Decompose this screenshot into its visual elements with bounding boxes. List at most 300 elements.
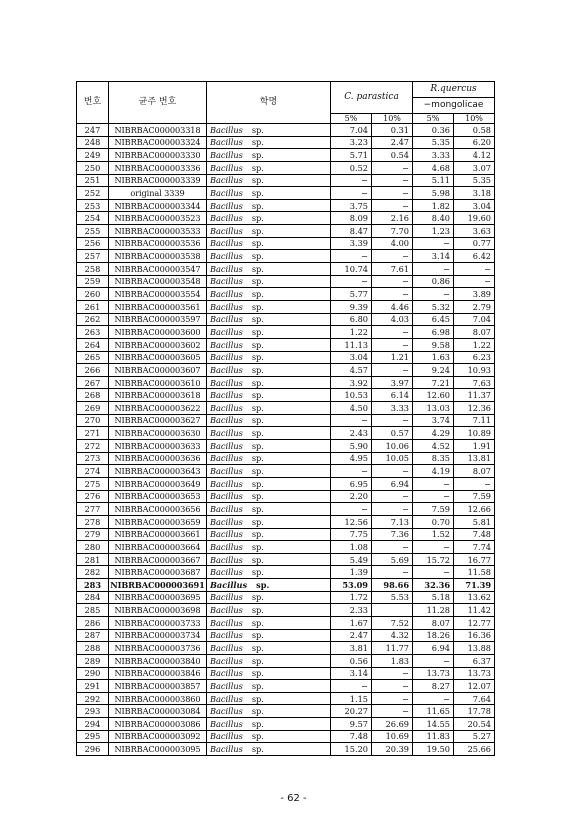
scientific-name	[207, 402, 331, 415]
row-number: 264	[77, 338, 109, 351]
r-quercus-5pct-value: 9.24	[413, 364, 454, 377]
species-abbrev: sp.	[251, 200, 264, 211]
c-parastica-10pct-value: −	[372, 338, 413, 351]
table-row	[77, 326, 495, 339]
genus-name: Bacillus	[210, 213, 243, 224]
strain-id: NIBRBAC000003633	[109, 440, 207, 453]
r-quercus-5pct-value: −	[413, 654, 454, 667]
r-quercus-10pct-value: 7.04	[454, 313, 495, 326]
r-quercus-5pct-value: 5.11	[413, 174, 454, 187]
r-quercus-5pct-value: −	[413, 490, 454, 503]
genus-name: Bacillus	[210, 162, 243, 173]
header-mongolicae: −mongolicae	[413, 98, 495, 114]
table-row	[77, 212, 495, 225]
c-parastica-10pct-value: 98.66	[372, 579, 413, 592]
r-quercus-10pct-value: 13.81	[454, 452, 495, 465]
r-quercus-10pct-value: 5.35	[454, 174, 495, 187]
data-table-container	[76, 81, 494, 756]
table-header	[77, 82, 495, 124]
species-abbrev: sp.	[251, 668, 264, 679]
r-quercus-10pct-value: 3.04	[454, 199, 495, 212]
strain-id: NIBRBAC000003636	[109, 452, 207, 465]
r-quercus-5pct-value: −	[413, 566, 454, 579]
genus-name: Bacillus	[210, 605, 243, 616]
scientific-name	[207, 477, 331, 490]
scientific-name	[207, 351, 331, 364]
r-quercus-5pct-value: 3.33	[413, 149, 454, 162]
strain-id: NIBRBAC000003318	[109, 124, 207, 137]
r-quercus-10pct-value: 7.64	[454, 692, 495, 705]
strain-id: NIBRBAC000003733	[109, 616, 207, 629]
c-parastica-5pct-value: 1.08	[331, 541, 372, 554]
table-row	[77, 225, 495, 238]
c-parastica-5pct-value: 4.50	[331, 402, 372, 415]
c-parastica-10pct-value: 4.46	[372, 300, 413, 313]
row-number: 285	[77, 604, 109, 617]
r-quercus-5pct-value: 7.59	[413, 503, 454, 516]
c-parastica-5pct-value: 8.47	[331, 225, 372, 238]
c-parastica-5pct-value: 8.09	[331, 212, 372, 225]
scientific-name	[207, 225, 331, 238]
r-quercus-10pct-value: 3.89	[454, 288, 495, 301]
table-row	[77, 490, 495, 503]
r-quercus-5pct-value: 6.98	[413, 326, 454, 339]
strain-id: NIBRBAC000003687	[109, 566, 207, 579]
species-abbrev: sp.	[251, 162, 264, 173]
genus-name: Bacillus	[210, 668, 243, 679]
scientific-name	[207, 642, 331, 655]
genus-name: Bacillus	[210, 744, 243, 755]
species-abbrev: sp.	[251, 693, 264, 704]
c-parastica-5pct-value: 3.92	[331, 376, 372, 389]
table-row	[77, 743, 495, 756]
c-parastica-10pct-value: 26.69	[372, 718, 413, 731]
genus-name: Bacillus	[210, 289, 243, 300]
species-abbrev: sp.	[251, 377, 264, 388]
scientific-name	[207, 743, 331, 756]
table-row	[77, 263, 495, 276]
c-parastica-5pct-value: 5.49	[331, 553, 372, 566]
r-quercus-5pct-value: 11.83	[413, 730, 454, 743]
species-abbrev: sp.	[251, 466, 264, 477]
r-quercus-5pct-value: 8.07	[413, 616, 454, 629]
row-number: 255	[77, 225, 109, 238]
r-quercus-10pct-value: 11.42	[454, 604, 495, 617]
r-quercus-10pct-value: 12.77	[454, 616, 495, 629]
c-parastica-5pct-value: 2.47	[331, 629, 372, 642]
r-quercus-10pct-value: 1.22	[454, 338, 495, 351]
table-row	[77, 402, 495, 415]
strain-id: NIBRBAC000003653	[109, 490, 207, 503]
c-parastica-5pct-value: 7.75	[331, 528, 372, 541]
row-number: 281	[77, 553, 109, 566]
genus-name: Bacillus	[210, 339, 243, 350]
c-parastica-5pct-value: 5.77	[331, 288, 372, 301]
genus-name: Bacillus	[210, 731, 243, 742]
c-parastica-10pct-value: 10.05	[372, 452, 413, 465]
c-parastica-5pct-value: 11.13	[331, 338, 372, 351]
scientific-name	[207, 616, 331, 629]
c-parastica-5pct-value: −	[331, 187, 372, 200]
scientific-name	[207, 490, 331, 503]
r-quercus-5pct-value: 5.32	[413, 300, 454, 313]
r-quercus-5pct-value: 13.73	[413, 667, 454, 680]
table-row	[77, 616, 495, 629]
strain-id: original 3339	[109, 187, 207, 200]
genus-name: Bacillus	[210, 352, 243, 363]
r-quercus-5pct-value: 7.21	[413, 376, 454, 389]
species-abbrev: sp.	[251, 124, 264, 135]
row-number: 278	[77, 515, 109, 528]
r-quercus-5pct-value: −	[413, 288, 454, 301]
row-number: 282	[77, 566, 109, 579]
scientific-name	[207, 730, 331, 743]
c-parastica-10pct-value: 10.06	[372, 440, 413, 453]
c-parastica-5pct-value: 12.56	[331, 515, 372, 528]
scientific-name	[207, 124, 331, 137]
table-row	[77, 136, 495, 149]
c-parastica-5pct-value: 6.80	[331, 313, 372, 326]
c-parastica-5pct-value: 0.56	[331, 654, 372, 667]
header-c-parastica: C. parastica	[331, 82, 413, 114]
genus-name: Bacillus	[210, 276, 243, 287]
genus-name: Bacillus	[210, 137, 243, 148]
genus-name: Bacillus	[210, 364, 243, 375]
r-quercus-5pct-value: 11.28	[413, 604, 454, 617]
r-quercus-10pct-value: 7.48	[454, 528, 495, 541]
genus-name: Bacillus	[210, 251, 243, 262]
table-row	[77, 364, 495, 377]
genus-name: Bacillus	[210, 377, 243, 388]
table-row	[77, 566, 495, 579]
table-row	[77, 477, 495, 490]
species-abbrev: sp.	[251, 655, 264, 666]
row-number: 295	[77, 730, 109, 743]
r-quercus-10pct-value: 6.42	[454, 250, 495, 263]
header-number: 번호	[77, 82, 109, 124]
table-row	[77, 414, 495, 427]
r-quercus-5pct-value: 4.29	[413, 427, 454, 440]
c-parastica-10pct-value: −	[372, 187, 413, 200]
strain-id: NIBRBAC000003618	[109, 389, 207, 402]
r-quercus-10pct-value: 16.77	[454, 553, 495, 566]
species-abbrev: sp.	[251, 364, 264, 375]
scientific-name	[207, 553, 331, 566]
strain-id: NIBRBAC000003667	[109, 553, 207, 566]
c-parastica-10pct-value: −	[372, 288, 413, 301]
row-number: 294	[77, 718, 109, 731]
genus-name: Bacillus	[210, 680, 243, 691]
c-parastica-10pct-value: −	[372, 326, 413, 339]
header-sub-5pct-a: 5%	[331, 114, 372, 124]
r-quercus-10pct-value: 20.54	[454, 718, 495, 731]
scientific-name	[207, 528, 331, 541]
row-number: 269	[77, 402, 109, 415]
table-row	[77, 351, 495, 364]
genus-name: Bacillus	[210, 175, 243, 186]
scientific-name	[207, 376, 331, 389]
strain-id: NIBRBAC000003547	[109, 263, 207, 276]
strain-id: NIBRBAC000003630	[109, 427, 207, 440]
strain-id: NIBRBAC000003554	[109, 288, 207, 301]
table-row	[77, 515, 495, 528]
r-quercus-10pct-value: 17.78	[454, 705, 495, 718]
table-row	[77, 541, 495, 554]
strain-id: NIBRBAC000003336	[109, 161, 207, 174]
scientific-name	[207, 187, 331, 200]
row-number: 288	[77, 642, 109, 655]
scientific-name	[207, 440, 331, 453]
c-parastica-10pct-value: 10.69	[372, 730, 413, 743]
scientific-name	[207, 465, 331, 478]
species-abbrev: sp.	[251, 491, 264, 502]
scientific-name	[207, 364, 331, 377]
genus-name: Bacillus	[210, 516, 243, 527]
c-parastica-10pct-value: −	[372, 250, 413, 263]
r-quercus-10pct-value: 8.07	[454, 465, 495, 478]
c-parastica-5pct-value: 4.57	[331, 364, 372, 377]
table-row	[77, 161, 495, 174]
r-quercus-10pct-value: −	[454, 275, 495, 288]
r-quercus-5pct-value: 5.18	[413, 591, 454, 604]
r-quercus-5pct-value: 1.23	[413, 225, 454, 238]
strain-id: NIBRBAC000003610	[109, 376, 207, 389]
r-quercus-10pct-value: −	[454, 263, 495, 276]
r-quercus-10pct-value: 5.81	[454, 515, 495, 528]
row-number: 284	[77, 591, 109, 604]
r-quercus-10pct-value: 13.62	[454, 591, 495, 604]
strain-id: NIBRBAC000003860	[109, 692, 207, 705]
c-parastica-5pct-value: 10.74	[331, 263, 372, 276]
table-row	[77, 313, 495, 326]
genus-name: Bacillus	[210, 554, 243, 565]
row-number: 283	[77, 579, 109, 592]
r-quercus-5pct-value: 12.60	[413, 389, 454, 402]
c-parastica-10pct-value: −	[372, 503, 413, 516]
c-parastica-5pct-value: 1.15	[331, 692, 372, 705]
strain-id: NIBRBAC000003607	[109, 364, 207, 377]
scientific-name	[207, 161, 331, 174]
row-number: 280	[77, 541, 109, 554]
row-number: 252	[77, 187, 109, 200]
strain-id: NIBRBAC000003597	[109, 313, 207, 326]
species-abbrev: sp.	[251, 478, 264, 489]
genus-name: Bacillus	[210, 693, 243, 704]
row-number: 256	[77, 237, 109, 250]
table-row	[77, 237, 495, 250]
table-row	[77, 338, 495, 351]
strain-id: NIBRBAC000003330	[109, 149, 207, 162]
species-abbrev: sp.	[251, 706, 264, 717]
r-quercus-5pct-value: 18.26	[413, 629, 454, 642]
strain-id: NIBRBAC000003324	[109, 136, 207, 149]
scientific-name	[207, 288, 331, 301]
c-parastica-5pct-value: 53.09	[331, 579, 372, 592]
scientific-name	[207, 692, 331, 705]
r-quercus-5pct-value: 4.52	[413, 440, 454, 453]
r-quercus-5pct-value: 1.63	[413, 351, 454, 364]
r-quercus-10pct-value: 11.37	[454, 389, 495, 402]
table-row	[77, 629, 495, 642]
r-quercus-5pct-value: −	[413, 541, 454, 554]
strain-id: NIBRBAC000003538	[109, 250, 207, 263]
scientific-name	[207, 300, 331, 313]
c-parastica-10pct-value: 20.39	[372, 743, 413, 756]
species-abbrev: sp.	[251, 415, 264, 426]
strain-id: NIBRBAC000003536	[109, 237, 207, 250]
r-quercus-5pct-value: 8.27	[413, 680, 454, 693]
table-row	[77, 642, 495, 655]
scientific-name	[207, 149, 331, 162]
table-row	[77, 718, 495, 731]
species-abbrev: sp.	[251, 592, 264, 603]
r-quercus-5pct-value: −	[413, 477, 454, 490]
c-parastica-10pct-value: 7.70	[372, 225, 413, 238]
header-r-quercus: R.quercus	[413, 82, 495, 98]
species-abbrev: sp.	[251, 263, 264, 274]
row-number: 248	[77, 136, 109, 149]
c-parastica-5pct-value: 9.57	[331, 718, 372, 731]
table-row	[77, 427, 495, 440]
c-parastica-10pct-value: 0.57	[372, 427, 413, 440]
scientific-name	[207, 427, 331, 440]
r-quercus-10pct-value: 11.58	[454, 566, 495, 579]
species-abbrev: sp.	[251, 225, 264, 236]
strain-id: NIBRBAC000003734	[109, 629, 207, 642]
scientific-name	[207, 326, 331, 339]
genus-name: Bacillus	[210, 567, 243, 578]
r-quercus-5pct-value: 6.94	[413, 642, 454, 655]
row-number: 290	[77, 667, 109, 680]
row-number: 279	[77, 528, 109, 541]
c-parastica-5pct-value: 1.72	[331, 591, 372, 604]
table-row	[77, 604, 495, 617]
strain-id: NIBRBAC000003846	[109, 667, 207, 680]
c-parastica-10pct-value: 7.13	[372, 515, 413, 528]
table-row	[77, 250, 495, 263]
c-parastica-10pct-value: 3.33	[372, 402, 413, 415]
r-quercus-10pct-value: 7.11	[454, 414, 495, 427]
genus-name: Bacillus	[210, 592, 243, 603]
r-quercus-10pct-value: 3.18	[454, 187, 495, 200]
strain-id: NIBRBAC000003627	[109, 414, 207, 427]
r-quercus-5pct-value: −	[413, 263, 454, 276]
species-abbrev: sp.	[251, 238, 264, 249]
strain-id: NIBRBAC000003659	[109, 515, 207, 528]
strain-id: NIBRBAC000003548	[109, 275, 207, 288]
scientific-name	[207, 680, 331, 693]
r-quercus-10pct-value: 6.20	[454, 136, 495, 149]
r-quercus-10pct-value: 10.93	[454, 364, 495, 377]
c-parastica-10pct-value	[372, 604, 413, 617]
genus-name: Bacillus	[210, 402, 243, 413]
r-quercus-10pct-value: 12.66	[454, 503, 495, 516]
c-parastica-10pct-value: −	[372, 199, 413, 212]
r-quercus-10pct-value: −	[454, 477, 495, 490]
strain-id: NIBRBAC000003857	[109, 680, 207, 693]
scientific-name	[207, 452, 331, 465]
row-number: 261	[77, 300, 109, 313]
species-abbrev: sp.	[251, 150, 264, 160]
r-quercus-10pct-value: 0.77	[454, 237, 495, 250]
row-number: 270	[77, 414, 109, 427]
r-quercus-5pct-value: 4.19	[413, 465, 454, 478]
strain-id: NIBRBAC000003664	[109, 541, 207, 554]
r-quercus-5pct-value: 5.35	[413, 136, 454, 149]
scientific-name	[207, 541, 331, 554]
r-quercus-10pct-value: 6.37	[454, 654, 495, 667]
header-sub-10pct-a: 10%	[372, 114, 413, 124]
table-row	[77, 149, 495, 162]
scientific-name	[207, 414, 331, 427]
table-row	[77, 174, 495, 187]
scientific-name	[207, 199, 331, 212]
genus-name: Bacillus	[210, 491, 243, 502]
r-quercus-10pct-value: 7.74	[454, 541, 495, 554]
strain-id: NIBRBAC000003523	[109, 212, 207, 225]
species-abbrev: sp.	[251, 402, 264, 413]
c-parastica-10pct-value: 7.52	[372, 616, 413, 629]
genus-name: Bacillus	[210, 390, 243, 401]
c-parastica-5pct-value: 1.22	[331, 326, 372, 339]
species-abbrev: sp.	[256, 579, 270, 590]
strain-id: NIBRBAC000003092	[109, 730, 207, 743]
table-row	[77, 553, 495, 566]
c-parastica-10pct-value: −	[372, 174, 413, 187]
header-strain-number: 균주 번호	[109, 82, 207, 124]
c-parastica-5pct-value: 7.48	[331, 730, 372, 743]
c-parastica-10pct-value: 4.32	[372, 629, 413, 642]
r-quercus-10pct-value: 10.89	[454, 427, 495, 440]
r-quercus-10pct-value: 16.36	[454, 629, 495, 642]
r-quercus-10pct-value: 5.27	[454, 730, 495, 743]
c-parastica-5pct-value: 3.81	[331, 642, 372, 655]
scientific-name	[207, 136, 331, 149]
genus-name: Bacillus	[210, 428, 243, 439]
c-parastica-10pct-value: 1.21	[372, 351, 413, 364]
scientific-name	[207, 566, 331, 579]
c-parastica-5pct-value: 3.75	[331, 199, 372, 212]
c-parastica-5pct-value: 5.90	[331, 440, 372, 453]
c-parastica-10pct-value: −	[372, 364, 413, 377]
genus-name: Bacillus	[210, 706, 243, 717]
c-parastica-10pct-value: −	[372, 465, 413, 478]
strain-id: NIBRBAC000003698	[109, 604, 207, 617]
species-abbrev: sp.	[251, 554, 264, 565]
table-row	[77, 300, 495, 313]
c-parastica-10pct-value: 6.14	[372, 389, 413, 402]
table-row	[77, 667, 495, 680]
species-abbrev: sp.	[251, 213, 264, 224]
r-quercus-10pct-value: 25.66	[454, 743, 495, 756]
genus-name: Bacillus	[210, 642, 243, 653]
row-number: 273	[77, 452, 109, 465]
genus-name: Bacillus	[210, 541, 243, 552]
r-quercus-10pct-value: 7.59	[454, 490, 495, 503]
species-abbrev: sp.	[251, 428, 264, 439]
c-parastica-10pct-value: −	[372, 541, 413, 554]
row-number: 293	[77, 705, 109, 718]
genus-name: Bacillus	[210, 314, 243, 325]
genus-name: Bacillus	[210, 630, 243, 641]
strain-id: NIBRBAC000003095	[109, 743, 207, 756]
header-sub-5pct-b: 5%	[413, 114, 454, 124]
row-number: 267	[77, 376, 109, 389]
table-row	[77, 199, 495, 212]
genus-name: Bacillus	[210, 617, 243, 628]
r-quercus-10pct-value: 1.91	[454, 440, 495, 453]
r-quercus-5pct-value: 0.86	[413, 275, 454, 288]
